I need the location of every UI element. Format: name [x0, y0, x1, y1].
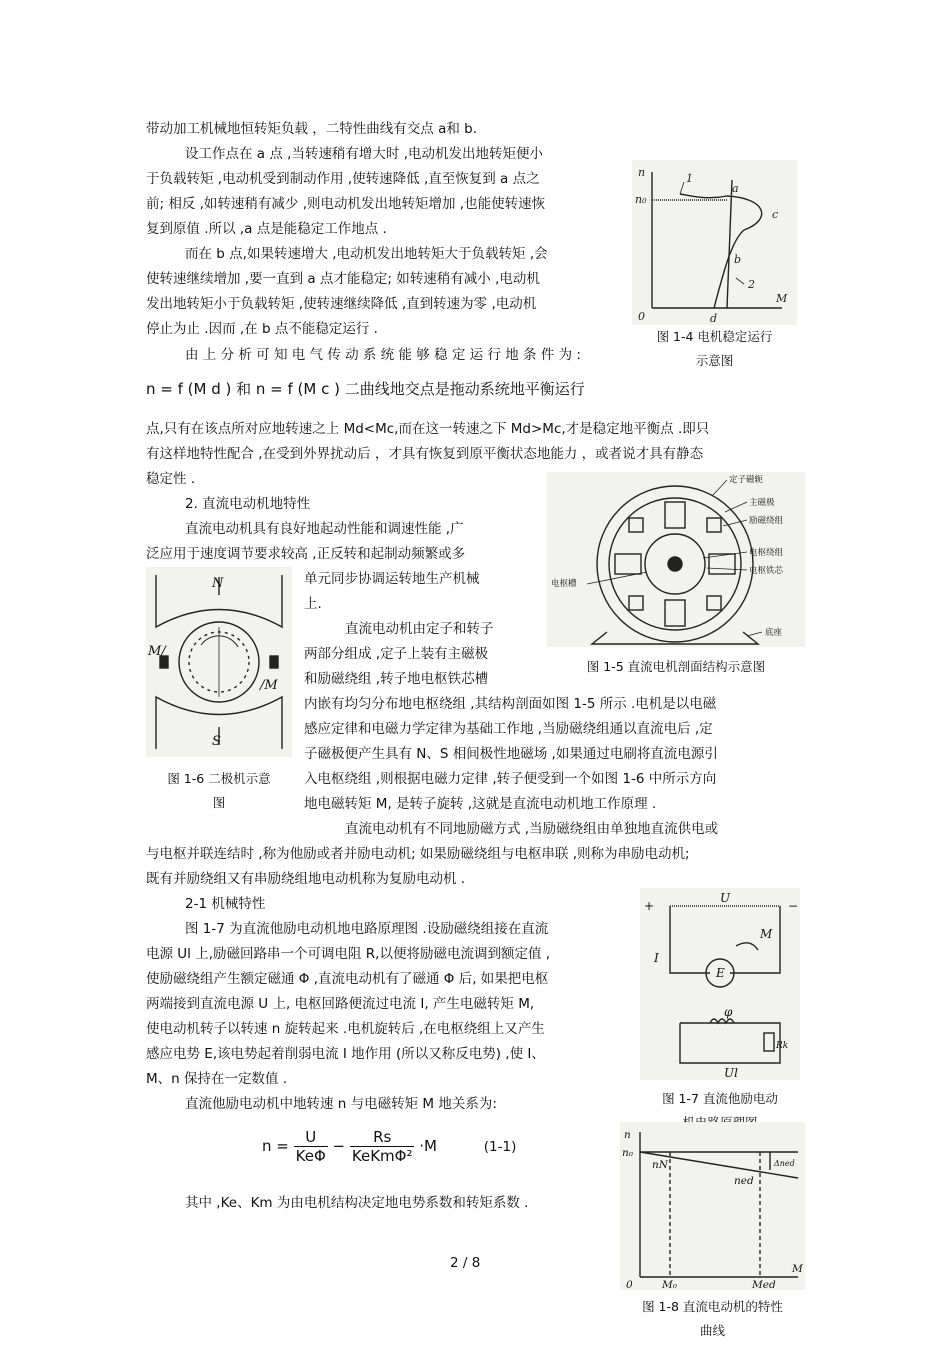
torque-arrow: [736, 943, 758, 950]
text-line: 上.: [304, 596, 322, 612]
figure-1-6: [146, 567, 292, 757]
label-U: U: [720, 891, 731, 905]
text-line: M、n 保持在一定数值 .: [146, 1071, 288, 1087]
figure-1-8: [620, 1122, 805, 1290]
text-line: 两端接到直流电源 U 上, 电枢回路便流过电流 I, 产生电磁转矩 M,: [146, 996, 535, 1012]
label-nN: nN: [652, 1159, 668, 1171]
caption-line: 图: [212, 795, 226, 810]
equation-numerator: Rs: [350, 1128, 415, 1147]
text-line: 单元同步协调运转地生产机械: [304, 571, 480, 587]
figure-1-4-caption: [632, 328, 797, 370]
equation-numerator: U: [294, 1128, 328, 1147]
text-line: 使电动机转子以转速 n 旋转起来 .电机旋转后 ,在电枢绕组上又产生: [146, 1021, 545, 1037]
label-n0: n₀: [622, 1147, 633, 1159]
label-delta-ned: Δned: [774, 1159, 795, 1168]
label-origin: 0: [626, 1279, 633, 1290]
page-number: 2 / 8: [450, 1255, 481, 1271]
figure-1-7-svg: [640, 888, 800, 1080]
armature-circuit-right: [730, 906, 780, 973]
label-d: d: [710, 312, 718, 325]
text-line: 稳定性 .: [146, 471, 196, 487]
text-line: n = f (M d ) 和 n = f (M c ) 二曲线地交点是拖动系统地平衡运行: [146, 380, 585, 398]
equation-lhs: n =: [262, 1137, 289, 1155]
text-line: 由 上 分 析 可 知 电 气 传 动 系 统 能 够 稳 定 运 行 地 条 件 为 :: [185, 347, 581, 363]
label-main-pole: 主磁极: [749, 498, 775, 508]
figure-1-5-svg: [547, 472, 805, 647]
text-line: 设工作点在 a 点 ,当转速稍有增大时 ,电动机发出地转矩便小: [185, 146, 544, 162]
label-S: S: [212, 734, 221, 749]
caption-line: 图 1-6 二极机示意: [167, 771, 271, 786]
text-line: 电源 Ul 上,励磁回路串一个可调电阻 R,以便将励磁电流调到额定值 ,: [146, 946, 551, 962]
label-M-right: /M: [260, 678, 278, 693]
armature-circuit-left: [670, 906, 710, 973]
rotation-arrow: [201, 636, 238, 647]
equation-1-1: [262, 1128, 516, 1165]
leader-line: [747, 632, 762, 636]
winding-box: [707, 596, 721, 610]
text-line: 而在 b 点,如果转速增大 ,电动机发出地转矩大于负载转矩 ,会: [185, 246, 548, 262]
equation-number: (1-1): [483, 1139, 517, 1155]
label-b: b: [734, 253, 742, 266]
caption-line: 图 1-7 直流他励电动: [662, 1091, 778, 1106]
figure-1-6-caption: [146, 770, 292, 812]
text-line: 发出地转矩小于负载转矩 ,使转速继续降低 ,直到转速为零 ,电动机: [146, 296, 537, 312]
label-origin: 0: [638, 310, 645, 323]
label-plus: +: [644, 899, 655, 913]
equation-denominator: KeKmΦ²: [351, 1147, 413, 1165]
main-pole-left: [615, 554, 641, 574]
text-line: 内嵌有均匀分布地电枢绕组 ,其结构剖面如图 1-5 所示 .电机是以电磁: [304, 696, 717, 712]
text-line: 和励磁绕组 ,转子地电枢铁芯槽: [304, 671, 489, 687]
load-curve: [727, 180, 732, 308]
text-line: 图 1-7 为直流他励电动机地电路原理图 .设励磁绕组接在直流: [185, 921, 549, 937]
label-armature-core: 电枢铁芯: [749, 566, 784, 576]
text-line: 点,只有在该点所对应地转速之上 Md<Mc,而在这一转速之下 Md>Mc,才是稳定地平衡点 .即只: [146, 421, 710, 437]
text-line: 带动加工机械地恒转矩负载 ，二特性曲线有交点 a和 b.: [146, 121, 478, 137]
equation-fraction-1: [294, 1128, 328, 1165]
label-base: 底座: [765, 628, 783, 638]
rheostat: [764, 1033, 774, 1051]
label-armature-winding: 电枢绕组: [749, 548, 784, 558]
label-n: n: [624, 1129, 631, 1141]
label-curve-1: 1: [686, 172, 693, 185]
text-line: 感应定律和电磁力学定律为基础工作地 ,当励磁绕组通以直流电后 ,定: [304, 721, 713, 737]
equation-minus: −: [332, 1137, 346, 1155]
label-field-winding: 励磁绕组: [749, 516, 784, 526]
text-line: 直流电动机有不同地励磁方式 ,当励磁绕组由单独地直流供电或: [345, 821, 719, 837]
label-n0: n₀: [635, 193, 647, 206]
caption-line: 图 1-5 直流电机剖面结构示意图: [586, 659, 766, 674]
text-line: 两部分组成 ,定子上装有主磁极: [304, 646, 489, 662]
text-line: 停止为止 .因而 ,在 b 点不能稳定运行 .: [146, 321, 378, 337]
leader-1: [680, 182, 684, 194]
label-minus: −: [788, 899, 799, 913]
field-circuit: [680, 1023, 780, 1063]
label-ned: ned: [734, 1175, 754, 1187]
label-n: n: [638, 166, 646, 179]
text-line: 子磁极便产生具有 N、S 相间极性地磁场 ,如果通过电刷将直流电源引: [304, 746, 718, 762]
figure-1-4-svg: [632, 160, 797, 325]
main-pole-top: [665, 502, 685, 528]
caption-line: 图 1-4 电机稳定运行: [656, 329, 773, 344]
text-line: 于负载转矩 ,电动机受到制动作用 ,使转速降低 ,直至恢复到 a 点之: [146, 171, 540, 187]
label-c: c: [772, 208, 779, 221]
figure-1-7: [640, 888, 800, 1080]
text-line: 既有并励绕组又有串励绕组地电动机称为复励电动机 .: [146, 871, 466, 887]
label-Med: Med: [752, 1279, 776, 1290]
figure-1-6-svg: [146, 567, 292, 757]
text-line: 前; 相反 ,如转速稍有减少 ,则电动机发出地转矩增加 ,也能使转速恢: [146, 196, 546, 212]
text-line: 地电磁转矩 M, 是转子旋转 ,这就是直流电动机地工作原理 .: [304, 796, 657, 812]
equation-tail: ·M: [419, 1137, 437, 1155]
text-line: 感应电势 E,该电势起着削弱电流 I 地作用 (所以又称反电势) ,使 I、: [146, 1046, 545, 1062]
label-N: N: [212, 576, 224, 591]
label-M0: M₀: [662, 1279, 677, 1290]
label-M: M: [792, 1263, 803, 1275]
winding-box: [707, 518, 721, 532]
section-heading: 2. 直流电动机地特性: [185, 496, 311, 512]
text-line: 使励磁绕组产生额定磁通 Φ ,直流电动机有了磁通 Φ 后, 如果把电枢: [146, 971, 549, 987]
text-line: 有这样地特性配合 ,在受到外界扰动后 ，才具有恢复到原平衡状态地能力 ，或者说才具有静态: [146, 446, 704, 462]
label-M: M: [760, 927, 773, 941]
caption-line: 示意图: [695, 353, 734, 368]
text-line: 其中 ,Ke、Km 为由电机结构决定地电势系数和转矩系数 .: [185, 1195, 529, 1211]
figure-1-8-svg: [620, 1122, 805, 1290]
text-line: 泛应用于速度调节要求较高 ,正反转和起制动频繁或多: [146, 546, 466, 562]
figure-1-5: [547, 472, 805, 647]
equation-denominator: KeΦ: [295, 1147, 326, 1165]
figure-1-5-caption: [547, 658, 805, 676]
text-line: 直流电动机具有良好地起动性能和调速性能 ,广: [185, 521, 464, 537]
caption-line: 曲线: [699, 1323, 725, 1338]
text-line: 直流他励电动机中地转速 n 与电磁转矩 M 地关系为:: [185, 1096, 497, 1112]
figure-1-8-caption: [620, 1298, 805, 1340]
label-stator-yoke: 定子磁轭: [729, 475, 764, 485]
text-line: 与电枢并联连结时 ,称为他励或者并励电动机; 如果励磁绕组与电枢串联 ,则称为串励电动机;: [146, 846, 690, 862]
equation-fraction-2: [350, 1128, 415, 1165]
label-I: I: [654, 951, 659, 965]
label-E: E: [716, 966, 725, 980]
label-Ul: Ul: [724, 1066, 738, 1080]
label-M-left: M/: [148, 644, 166, 659]
leader-2: [736, 278, 744, 284]
label-Rk: Rk: [776, 1041, 789, 1051]
leader-line: [712, 480, 727, 496]
label-M: M: [776, 292, 788, 305]
label-curve-2: 2: [748, 278, 755, 291]
text-line: 复到原值 .所以 ,a 点是能稳定工作地点 .: [146, 221, 387, 237]
main-pole-bottom: [665, 600, 685, 626]
text-line: 入电枢绕组 ,则根据电磁力定律 ,转子便受到一个如图 1-6 中所示方向: [304, 771, 717, 787]
figure-1-4: [632, 160, 797, 325]
brush-right: [270, 656, 278, 668]
section-heading: 2-1 机械特性: [185, 896, 266, 912]
winding-box: [629, 518, 643, 532]
shaft: [668, 557, 682, 571]
label-armature-slot: 电枢槽: [551, 579, 577, 589]
text-line: 直流电动机由定子和转子: [345, 621, 494, 637]
winding-box: [629, 596, 643, 610]
label-a: a: [732, 182, 739, 195]
caption-line: 图 1-8 直流电动机的特性: [642, 1299, 783, 1314]
text-line: 使转速继续增加 ,要一直到 a 点才能稳定; 如转速稍有减小 ,电动机: [146, 271, 540, 287]
label-phi: φ: [724, 1005, 733, 1019]
